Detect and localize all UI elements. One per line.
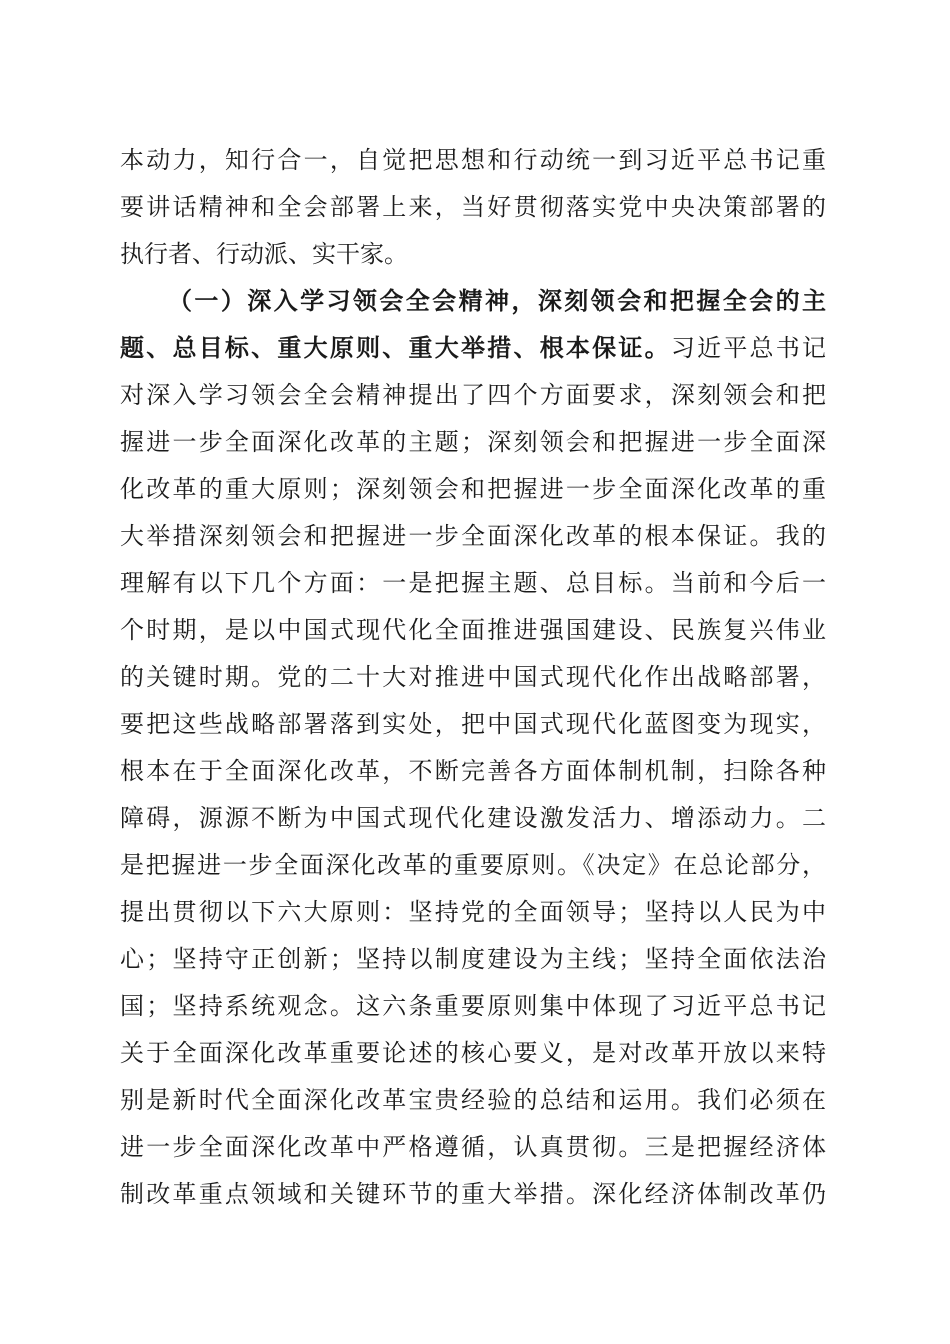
text-line-2: 要讲话精神和全会部署上来，当好贯彻落实党中央决策部署的 — [120, 193, 826, 221]
text-line-7: 握进一步全面深化改革的主题；深刻领会和把握进一步全面深 — [120, 428, 826, 456]
text-line-20: 关于全面深化改革重要论述的核心要义，是对改革开放以来特 — [120, 1039, 826, 1067]
text-line-14: 根本在于全面深化改革，不断完善各方面体制机制，扫除各种 — [120, 757, 826, 785]
text-line-10: 理解有以下几个方面：一是把握主题、总目标。当前和今后一 — [120, 569, 826, 597]
text-line-19: 国；坚持系统观念。这六条重要原则集中体现了习近平总书记 — [120, 992, 826, 1020]
section-heading-line-1: （一）深入学习领会全会精神，深刻领会和把握全会的主 — [168, 286, 826, 315]
text-line-23: 制改革重点领域和关键环节的重大举措。深化经济体制改革仍 — [120, 1180, 826, 1208]
text-line-8: 化改革的重大原则；深刻领会和把握进一步全面深化改革的重 — [120, 475, 826, 503]
text-line-9: 大举措深刻领会和把握进一步全面深化改革的根本保证。我的 — [120, 522, 826, 550]
text-line-15: 障碍，源源不断为中国式现代化建设激发活力、增添动力。二 — [120, 804, 826, 832]
section-heading-line-2: 题、总目标、重大原则、重大举措、根本保证。 — [120, 333, 671, 362]
text-line-17: 提出贯彻以下六大原则：坚持党的全面领导；坚持以人民为中 — [120, 898, 826, 926]
text-line-16: 是把握进一步全面深化改革的重要原则。《决定》在总论部分， — [120, 851, 826, 879]
text-line-1: 本动力，知行合一，自觉把思想和行动统一到习近平总书记重 — [120, 146, 826, 174]
text-line-18: 心；坚持守正创新；坚持以制度建设为主线；坚持全面依法治 — [120, 945, 826, 973]
text-line-22: 进一步全面深化改革中严格遵循，认真贯彻。三是把握经济体 — [120, 1133, 826, 1161]
text-line-6: 对深入学习领会全会精神提出了四个方面要求，深刻领会和把 — [120, 381, 826, 409]
text-line-21: 别是新时代全面深化改革宝贵经验的总结和运用。我们必须在 — [120, 1086, 826, 1114]
text-line-3: 执行者、行动派、实干家。 — [120, 240, 408, 268]
text-line-13: 要把这些战略部署落到实处，把中国式现代化蓝图变为现实， — [120, 710, 826, 738]
text-line-5 — [120, 328, 826, 368]
text-line-5-body: 习近平总书记 — [670, 334, 827, 362]
text-line-12: 的关键时期。党的二十大对推进中国式现代化作出战略部署， — [120, 663, 826, 691]
text-line-11: 个时期，是以中国式现代化全面推进强国建设、民族复兴伟业 — [120, 616, 826, 644]
